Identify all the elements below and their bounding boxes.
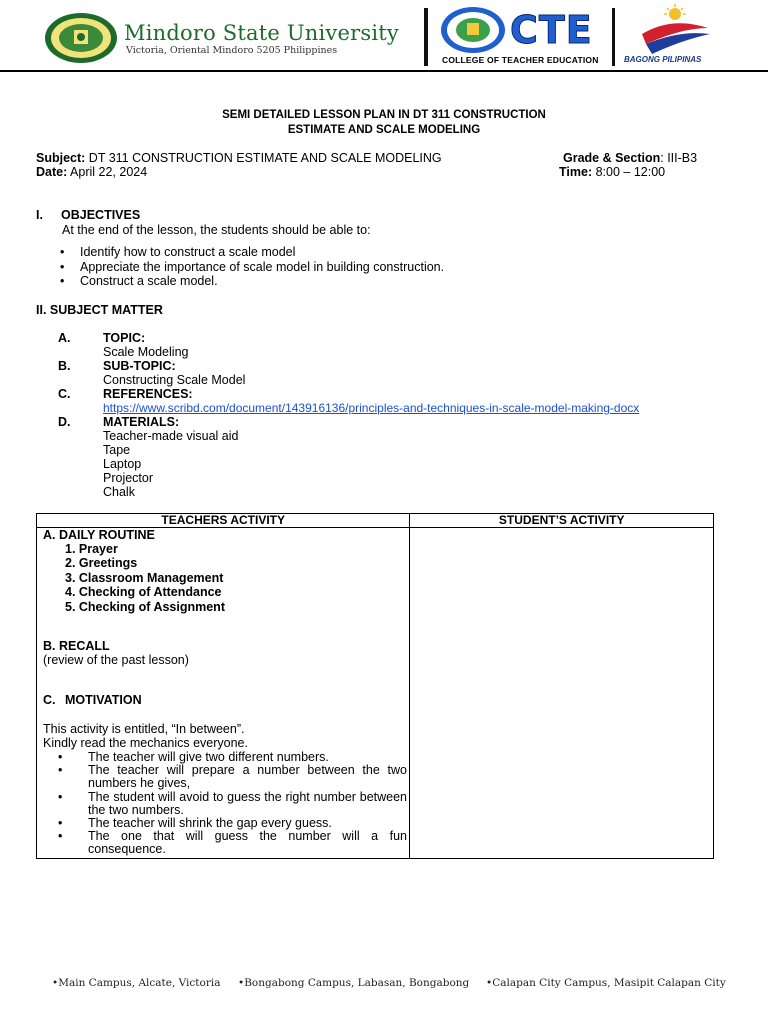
students-activity-cell [410,528,714,859]
college-label: COLLEGE OF TEACHER EDUCATION [442,55,599,65]
objectives-numeral: I. [36,208,43,222]
list-item: • Construct a scale model. [58,274,444,289]
footer-campus-main: •Main Campus, Alcate, Victoria [52,977,221,989]
materials-label: MATERIALS: [103,415,180,429]
footer-campus-calapan: •Calapan City Campus, Masipit Calapan City [486,977,726,989]
date-value: April 22, 2024 [67,165,148,179]
subtopic-value: Constructing Scale Model [103,373,246,387]
list-item: 1. Prayer [65,542,118,556]
header-divider [424,8,428,66]
university-name: Mindoro State University [124,21,399,45]
topic-value: Scale Modeling [103,345,189,359]
footer-campus-bongabong: •Bongabong Campus, Labasan, Bongabong [238,977,470,989]
list-item: 2. Greetings [65,556,138,571]
list-item: • The teacher will prepare a number between the two numbers he gives, [55,764,407,790]
subject-label: Subject: [36,151,86,165]
grade-value: : III-B3 [660,151,698,165]
subject-matter-heading: II. SUBJECT MATTER [36,303,163,317]
university-address: Victoria, Oriental Mindoro 5205 Philippines [126,45,338,56]
daily-routine-list [65,542,225,614]
materials-letter: D. [58,415,71,429]
table-row [37,528,714,859]
university-seal-icon [44,12,118,64]
material-item: Tape [103,443,131,457]
time-value: 8:00 – 12:00 [592,165,666,179]
recall-heading: B. RECALL [43,639,110,653]
time-label: Time: [559,165,593,179]
motivation-letter: C. [43,693,56,707]
material-item: Chalk [103,485,135,499]
list-item: 5. Checking of Assignment [65,599,225,614]
grade-section-line [563,151,697,165]
list-item: • The student will avoid to guess the right number between the two numbers. [55,791,407,817]
references-letter: C. [58,387,71,401]
list-item: • The teacher will shrink the gap every guess. [55,817,407,830]
motivation-intro-1: This activity is entitled, “In between”. [43,722,245,736]
date-line [36,165,147,179]
daily-routine-heading: A. DAILY ROUTINE [43,528,155,542]
header-divider [612,8,615,66]
subtopic-label: SUB-TOPIC: [103,359,176,373]
list-item: • Identify how to construct a scale model [58,245,444,260]
letterhead [0,0,768,72]
college-seal-icon [440,6,506,54]
table-header-row [37,514,714,528]
recall-text: (review of the past lesson) [43,653,189,667]
bagong-pilipinas-label: BAGONG PILIPINAS [624,55,702,64]
objectives-intro: At the end of the lesson, the students should be able to: [62,223,371,237]
motivation-heading: MOTIVATION [65,693,142,707]
objectives-list [58,245,444,289]
subject-value: DT 311 CONSTRUCTION ESTIMATE AND SCALE MODELING [85,151,442,165]
students-activity-header: STUDENT’S ACTIVITY [410,514,714,528]
list-item: 4. Checking of Attendance [65,585,222,600]
list-item: • The one that will guess the number will a fun consequence. [55,830,407,856]
document-title-line1: SEMI DETAILED LESSON PLAN IN DT 311 CONSTRUCTION [222,109,546,121]
references-label: REFERENCES: [103,387,193,401]
list-item: • Appreciate the importance of scale model in building construction. [58,260,444,275]
material-item: Projector [103,471,154,485]
grade-label: Grade & Section [563,151,661,165]
teachers-activity-cell [37,528,410,859]
time-line [559,165,665,179]
topic-label: TOPIC: [103,331,146,345]
cte-logo: CTE [510,8,593,52]
teachers-activity-header: TEACHERS ACTIVITY [37,514,410,528]
mechanics-list [55,751,407,857]
reference-link[interactable]: https://www.scribd.com/document/143916136/principles-and-techniques-in-scale-model-making-docx [103,401,640,415]
subtopic-letter: B. [58,359,71,373]
bagong-pilipinas-logo-icon [632,4,718,56]
material-item: Teacher-made visual aid [103,429,239,443]
material-item: Laptop [103,457,142,471]
document-title-line2: ESTIMATE AND SCALE MODELING [287,124,481,136]
date-label: Date: [36,165,68,179]
topic-letter: A. [58,331,71,345]
motivation-intro-2: Kindly read the mechanics everyone. [43,736,248,750]
objectives-heading: OBJECTIVES [61,208,141,222]
activity-table [36,513,714,859]
list-item: • The teacher will give two different numbers. [55,751,407,764]
list-item: 3. Classroom Management [65,570,224,585]
subject-line [36,151,442,165]
